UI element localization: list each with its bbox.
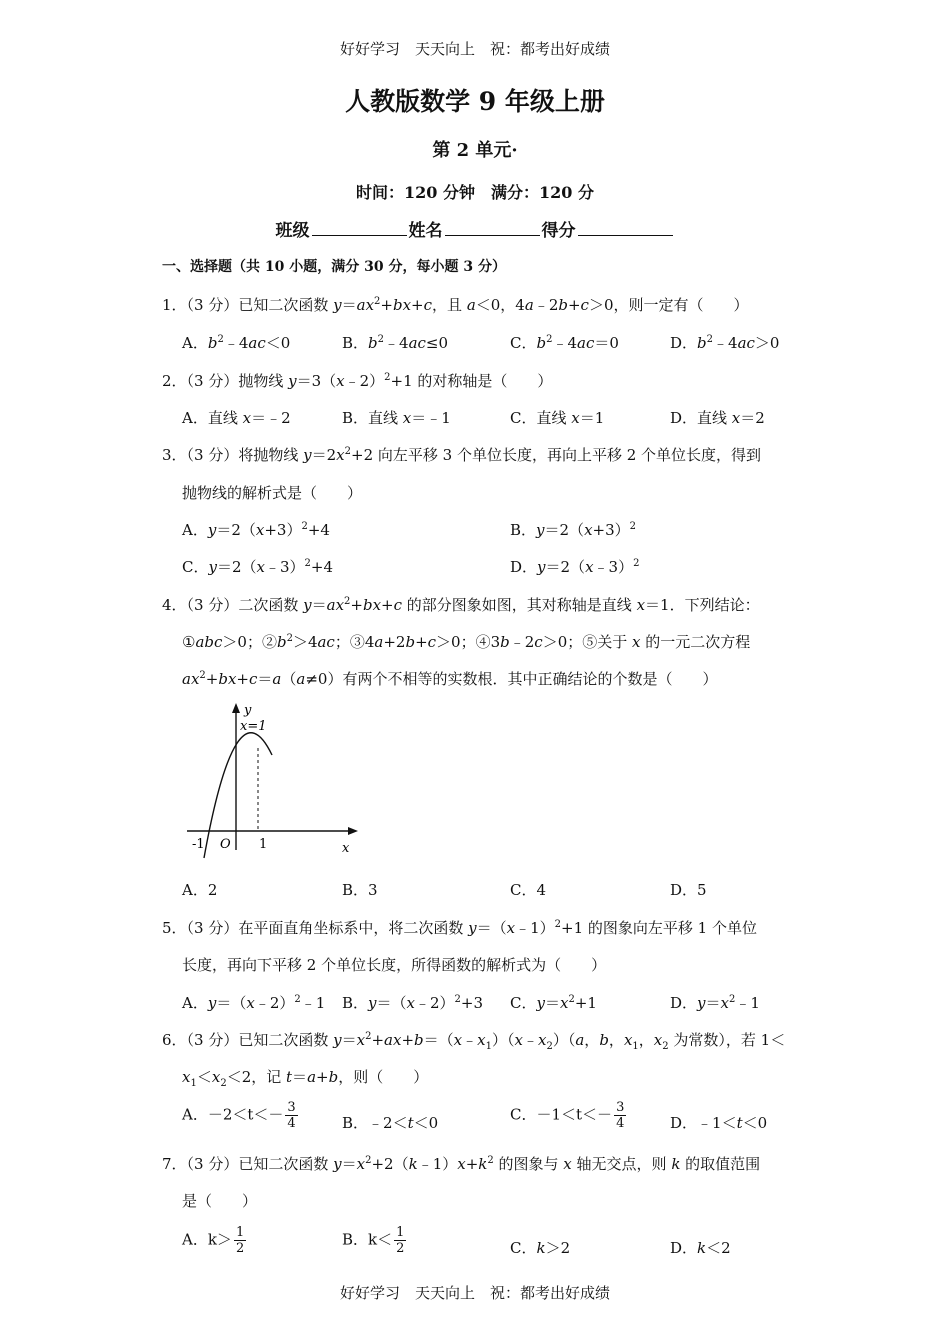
- section-heading: 一、选择题（共 10 小题，满分 30 分，每小题 3 分）: [162, 259, 506, 275]
- y-axis-label: y: [244, 703, 252, 718]
- question-5-cont: 长度，再向下平移 2 个单位长度，所得函数的解析式为（ ）: [182, 956, 607, 974]
- question-3: 3．（3 分）将抛物线 $y=2x^2+2$ 向左平移 3 个单位长度，再向上平移 2 个单位长度，得到: [162, 446, 762, 464]
- q7-option-a: A．k＞ $\frac{1}{2}$: [182, 1225, 245, 1256]
- q6-option-c: C．－1＜t＜－ $\frac{3}{4}$: [510, 1100, 625, 1131]
- q5-option-b: B．y＝（x﹣2）$^2$+3: [342, 994, 484, 1012]
- question-6-cont: $x_1<x_2<2$，记 t＝a+b，则（ ）: [182, 1068, 429, 1089]
- question-1: 1．（3 分）已知二次函数 $y=ax^2+bx+c$，且 a＜0，4a﹣2b+c＞0，则一定有（ ）: [162, 296, 749, 314]
- q1-option-b: B．$b^2﹣4ac\le 0$: [342, 334, 449, 352]
- q2-option-b: B．直线 x＝﹣1: [342, 409, 451, 427]
- q5-option-c: C．$y=x^2+1$: [510, 994, 597, 1012]
- q3-option-c: C．y＝2（x﹣3）$^2$+4: [182, 558, 334, 576]
- q6-option-d: D．﹣1＜t＜0: [670, 1114, 768, 1132]
- q1-option-d: D．$b^2﹣4ac>0$: [670, 334, 780, 352]
- question-7-cont: 是（ ）: [182, 1192, 258, 1210]
- q2-option-a: A．直线 x＝﹣2: [182, 409, 291, 427]
- class-blank: [312, 221, 407, 236]
- q2-option-c: C．直线 x＝1: [510, 409, 605, 427]
- q1-option-c: C．$b^2﹣4ac=0$: [510, 334, 619, 352]
- neg-one-label: -1: [192, 837, 205, 852]
- q1-option-a: A．$b^2﹣4ac<0$: [182, 334, 291, 352]
- score-blank: [578, 221, 673, 236]
- page-title: 人教版数学 9 年级上册: [345, 87, 605, 116]
- origin-label: O: [220, 837, 231, 852]
- page-footer: 好好学习 天天向上 祝：都考出好成绩: [339, 1284, 610, 1302]
- question-3-cont: 抛物线的解析式是（ ）: [182, 484, 363, 502]
- q7-option-d: D．k＜2: [670, 1239, 731, 1257]
- q4-option-a: A．2: [182, 881, 218, 899]
- parabola-graph: [182, 700, 362, 860]
- q5-option-d: D．$y=x^2﹣1$: [670, 994, 760, 1012]
- question-6: 6．（3 分）已知二次函数 $y=x^2+ax+b=(x﹣x_1)(x﹣x_2)(a$，b，$x_1$，$x_2$ 为常数），若 1＜: [162, 1031, 786, 1052]
- q3-option-b: B．$y=2(x+3)^2$: [510, 521, 637, 539]
- question-7: 7．（3 分）已知二次函数 $y=x^2+2(k﹣1)x+k^2$ 的图象与 x 轴无交点，则 k 的取值范围: [162, 1155, 761, 1173]
- q5-option-a: A．y＝（x﹣2）$^2$﹣1: [182, 994, 326, 1012]
- q6-option-b: B．﹣2＜t＜0: [342, 1114, 439, 1132]
- name-label: 姓名: [408, 221, 443, 241]
- fraction: $\frac{3}{4}$: [616, 1100, 625, 1131]
- question-4-cont2: $ax^2+bx+c=a(a\ne 0)$有两个不相等的实数根．其中正确结论的个数是（ ）: [182, 670, 718, 688]
- q4-option-c: C．4: [510, 881, 547, 899]
- question-5: 5．（3 分）在平面直角坐标系中，将二次函数 y＝（x﹣1）$^2$+1 的图象向左平移 1 个单位: [162, 919, 757, 937]
- q4-option-d: D．5: [670, 881, 707, 899]
- q7-option-b: B．k＜ $\frac{1}{2}$: [342, 1225, 405, 1256]
- unit-title: 第 2 单元·: [432, 140, 518, 161]
- one-label: 1: [259, 837, 268, 852]
- x-axis-arrow: [348, 827, 358, 835]
- question-2: 2．（3 分）抛物线 y＝3（x﹣2）$^2$+1 的对称轴是（ ）: [162, 372, 553, 390]
- q6-option-a: A．－2＜t＜－ $\frac{3}{4}$: [182, 1100, 296, 1131]
- fraction: $\frac{1}{2}$: [396, 1225, 405, 1256]
- x-axis-label: x: [342, 841, 350, 856]
- score-label: 得分: [541, 221, 576, 241]
- name-blank: [445, 221, 540, 236]
- symmetry-axis-label: x=1: [240, 719, 267, 734]
- question-4: 4．（3 分）二次函数 $y=ax^2+bx+c$ 的部分图象如图，其对称轴是直线 x＝1．下列结论：: [162, 596, 760, 614]
- page-header: 好好学习 天天向上 祝：都考出好成绩: [339, 40, 610, 58]
- q3-option-d: D．y＝2（x﹣3）$^2$: [510, 558, 640, 576]
- class-label: 班级: [275, 221, 310, 241]
- q2-option-d: D．直线 x＝2: [670, 409, 765, 427]
- fraction: $\frac{3}{4}$: [287, 1100, 296, 1131]
- q4-option-b: B．3: [342, 881, 378, 899]
- exam-meta: 时间：120 分钟 满分：120 分: [356, 183, 594, 202]
- question-4-cont1: ①abc＞0；$②b^2>4ac$；③4a+2b+c＞0；④3b﹣2c＞0；⑤关于 x 的一元二次方程: [182, 633, 751, 651]
- student-info: [0, 216, 950, 241]
- q7-option-c: C．k＞2: [510, 1239, 571, 1257]
- q3-option-a: A．$y=2(x+3)^2+4$: [182, 521, 330, 539]
- y-axis-arrow: [232, 703, 240, 713]
- fraction: $\frac{1}{2}$: [235, 1225, 245, 1256]
